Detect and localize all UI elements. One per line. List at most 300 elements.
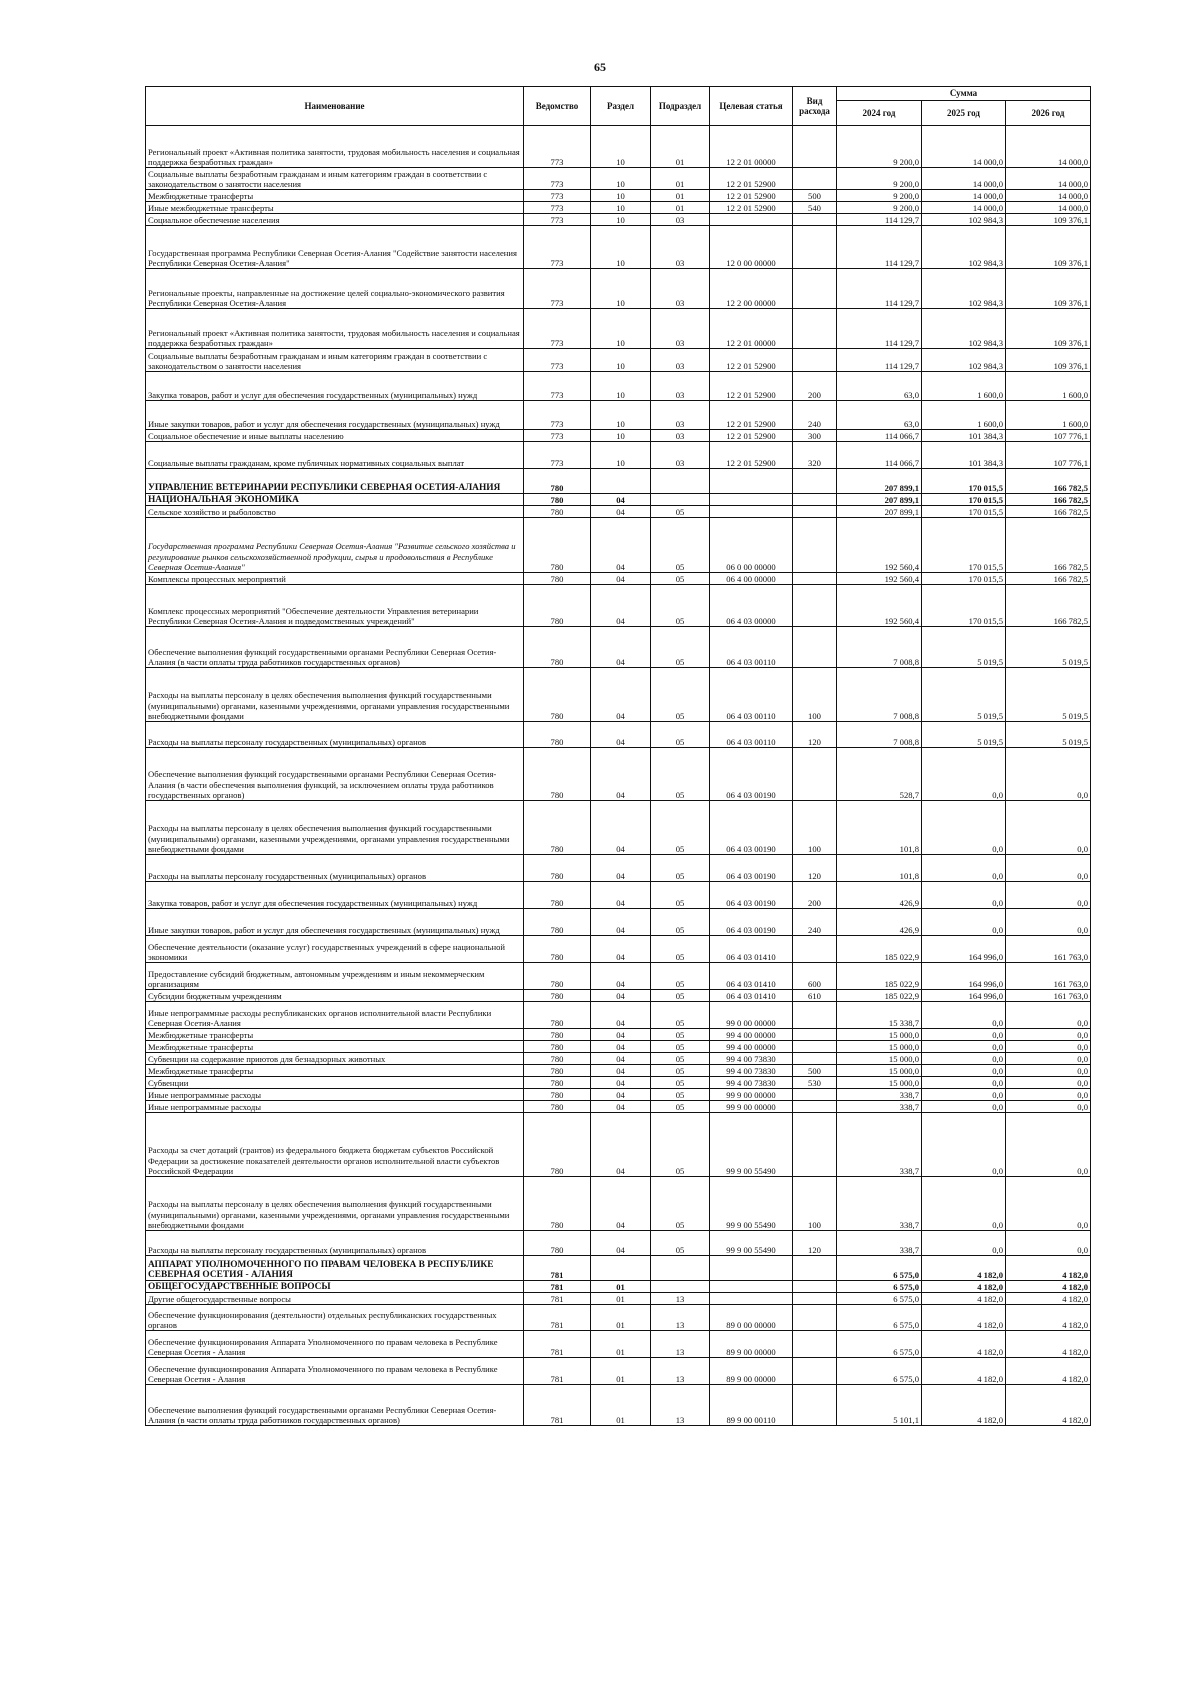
- cell-name: Социальные выплаты гражданам, кроме публичных нормативных социальных выплат: [146, 442, 524, 469]
- header-2024: 2024 год: [837, 101, 922, 126]
- cell-2024: 114 066,7: [837, 442, 922, 469]
- cell-2026: 166 782,5: [1006, 469, 1091, 494]
- table-row: [146, 585, 1091, 627]
- cell-2025: 0,0: [922, 882, 1006, 909]
- cell-expense-type: [793, 936, 837, 963]
- cell-expense-type: 100: [793, 1177, 837, 1231]
- cell-name: Расходы на выплаты персоналу в целях обеспечения выполнения функций государственными (муниципальными) органами, казенными учреждениями, органами управления государственными внебюджетными фондами: [146, 668, 524, 722]
- cell-section: 04: [591, 1002, 651, 1029]
- cell-name: Сельское хозяйство и рыболовство: [146, 506, 524, 518]
- cell-2024: 15 000,0: [837, 1041, 922, 1053]
- table-row: [146, 1358, 1091, 1385]
- cell-2024: 207 899,1: [837, 469, 922, 494]
- cell-target: 06 4 03 00000: [710, 585, 793, 627]
- cell-2025: 14 000,0: [922, 126, 1006, 168]
- cell-2025: 102 984,3: [922, 214, 1006, 226]
- budget-table: [145, 86, 1091, 1426]
- cell-section: 04: [591, 668, 651, 722]
- cell-2026: 1 600,0: [1006, 401, 1091, 430]
- cell-expense-type: [793, 168, 837, 190]
- cell-name: Иные закупки товаров, работ и услуг для обеспечения государственных (муниципальных) нужд: [146, 401, 524, 430]
- cell-target: 06 4 03 01410: [710, 963, 793, 990]
- cell-target: 06 4 00 00000: [710, 573, 793, 585]
- cell-section: 10: [591, 214, 651, 226]
- cell-2025: 102 984,3: [922, 269, 1006, 309]
- cell-dept: 773: [524, 269, 591, 309]
- cell-name: Обеспечение деятельности (оказание услуг) государственных учреждений в сфере национальной экономики: [146, 936, 524, 963]
- cell-subsection: 05: [651, 506, 710, 518]
- table-row: [146, 309, 1091, 349]
- cell-subsection: 05: [651, 1113, 710, 1177]
- cell-target: 89 0 00 00000: [710, 1305, 793, 1331]
- cell-name: Социальное обеспечение населения: [146, 214, 524, 226]
- cell-section: 04: [591, 506, 651, 518]
- table-row: [146, 518, 1091, 573]
- cell-name: Обеспечение функционирования (деятельности) отдельных республиканских государственных органов: [146, 1305, 524, 1331]
- cell-2026: 166 782,5: [1006, 585, 1091, 627]
- cell-subsection: 03: [651, 401, 710, 430]
- cell-2025: 0,0: [922, 1002, 1006, 1029]
- cell-2024: 6 575,0: [837, 1281, 922, 1293]
- cell-dept: 780: [524, 909, 591, 936]
- cell-name: Другие общегосударственные вопросы: [146, 1293, 524, 1305]
- cell-dept: 781: [524, 1256, 591, 1281]
- cell-name: НАЦИОНАЛЬНАЯ ЭКОНОМИКА: [146, 494, 524, 506]
- cell-subsection: 05: [651, 748, 710, 801]
- cell-section: [591, 469, 651, 494]
- cell-section: 04: [591, 627, 651, 668]
- cell-section: 10: [591, 401, 651, 430]
- cell-target: 12 2 01 52900: [710, 190, 793, 202]
- cell-target: 12 2 01 52900: [710, 202, 793, 214]
- cell-target: 12 2 01 52900: [710, 430, 793, 442]
- cell-section: 04: [591, 1101, 651, 1113]
- cell-expense-type: [793, 1385, 837, 1426]
- cell-section: 01: [591, 1385, 651, 1426]
- cell-2025: 4 182,0: [922, 1293, 1006, 1305]
- cell-target: 99 9 00 55490: [710, 1231, 793, 1256]
- cell-expense-type: 240: [793, 401, 837, 430]
- cell-section: 10: [591, 168, 651, 190]
- cell-section: 04: [591, 573, 651, 585]
- cell-target: 89 9 00 00000: [710, 1331, 793, 1358]
- cell-target: 06 0 00 00000: [710, 518, 793, 573]
- cell-2025: 0,0: [922, 1113, 1006, 1177]
- cell-2024: 9 200,0: [837, 190, 922, 202]
- cell-2026: 0,0: [1006, 1177, 1091, 1231]
- cell-expense-type: [793, 1041, 837, 1053]
- cell-target: 99 9 00 55490: [710, 1113, 793, 1177]
- cell-subsection: 05: [651, 1101, 710, 1113]
- cell-subsection: 03: [651, 309, 710, 349]
- cell-section: 04: [591, 585, 651, 627]
- cell-expense-type: 500: [793, 1065, 837, 1077]
- cell-2026: 0,0: [1006, 1113, 1091, 1177]
- cell-subsection: 05: [651, 627, 710, 668]
- cell-section: [591, 1256, 651, 1281]
- cell-section: 04: [591, 1077, 651, 1089]
- cell-dept: 781: [524, 1331, 591, 1358]
- cell-name: Закупка товаров, работ и услуг для обеспечения государственных (муниципальных) нужд: [146, 882, 524, 909]
- cell-name: Иные непрограммные расходы: [146, 1089, 524, 1101]
- cell-2024: 6 575,0: [837, 1331, 922, 1358]
- cell-2026: 4 182,0: [1006, 1358, 1091, 1385]
- cell-2024: 426,9: [837, 882, 922, 909]
- cell-expense-type: [793, 126, 837, 168]
- cell-name: Иные непрограммные расходы республиканских органов исполнительной власти Республики Северная Осетия-Алания: [146, 1002, 524, 1029]
- table-row: [146, 1385, 1091, 1426]
- table-row: [146, 226, 1091, 269]
- cell-subsection: 05: [651, 1041, 710, 1053]
- cell-target: 12 2 01 52900: [710, 349, 793, 372]
- cell-2025: 4 182,0: [922, 1256, 1006, 1281]
- cell-2025: 5 019,5: [922, 722, 1006, 748]
- cell-2026: 0,0: [1006, 882, 1091, 909]
- cell-target: 06 4 03 01410: [710, 936, 793, 963]
- cell-2025: 4 182,0: [922, 1281, 1006, 1293]
- table-row: [146, 1293, 1091, 1305]
- cell-2026: 0,0: [1006, 1231, 1091, 1256]
- cell-target: 06 4 03 00110: [710, 722, 793, 748]
- cell-dept: 773: [524, 226, 591, 269]
- cell-dept: 780: [524, 1041, 591, 1053]
- cell-dept: 780: [524, 1089, 591, 1101]
- cell-dept: 780: [524, 882, 591, 909]
- cell-expense-type: [793, 506, 837, 518]
- table-row: [146, 801, 1091, 855]
- cell-2026: 14 000,0: [1006, 126, 1091, 168]
- cell-subsection: 03: [651, 372, 710, 401]
- cell-2024: 7 008,8: [837, 668, 922, 722]
- cell-subsection: 05: [651, 1065, 710, 1077]
- cell-dept: 780: [524, 748, 591, 801]
- cell-2026: 166 782,5: [1006, 506, 1091, 518]
- cell-expense-type: [793, 494, 837, 506]
- cell-section: 04: [591, 1065, 651, 1077]
- cell-name: Социальные выплаты безработным гражданам и иным категориям граждан в соответствии с законодательством о занятости населения: [146, 349, 524, 372]
- cell-2026: 4 182,0: [1006, 1293, 1091, 1305]
- cell-target: 06 4 03 01410: [710, 990, 793, 1002]
- cell-dept: 781: [524, 1305, 591, 1331]
- cell-target: [710, 506, 793, 518]
- cell-name: Межбюджетные трансферты: [146, 1029, 524, 1041]
- cell-name: Иные непрограммные расходы: [146, 1101, 524, 1113]
- header-expense-type: Вид расхода: [793, 87, 837, 126]
- cell-2025: 0,0: [922, 748, 1006, 801]
- cell-name: Расходы на выплаты персоналу государственных (муниципальных) органов: [146, 855, 524, 882]
- cell-dept: 780: [524, 585, 591, 627]
- cell-subsection: 05: [651, 1002, 710, 1029]
- cell-section: 04: [591, 748, 651, 801]
- cell-name: Субвенции: [146, 1077, 524, 1089]
- cell-2025: 102 984,3: [922, 349, 1006, 372]
- cell-name: Обеспечение функционирования Аппарата Уполномоченного по правам человека в Республике Северная Осетия - Алания: [146, 1358, 524, 1385]
- cell-expense-type: [793, 627, 837, 668]
- header-2025: 2025 год: [922, 101, 1006, 126]
- cell-target: 89 9 00 00110: [710, 1385, 793, 1426]
- cell-section: 04: [591, 936, 651, 963]
- cell-name: Региональный проект «Активная политика занятости, трудовая мобильность населения и социальная поддержка безработных граждан»: [146, 126, 524, 168]
- cell-expense-type: [793, 1002, 837, 1029]
- header-sum: Сумма: [837, 87, 1091, 101]
- cell-section: 04: [591, 909, 651, 936]
- cell-subsection: 13: [651, 1331, 710, 1358]
- cell-2025: 4 182,0: [922, 1358, 1006, 1385]
- cell-expense-type: 300: [793, 430, 837, 442]
- cell-2026: 109 376,1: [1006, 269, 1091, 309]
- cell-dept: 773: [524, 401, 591, 430]
- cell-target: 99 9 00 00000: [710, 1101, 793, 1113]
- cell-2026: 5 019,5: [1006, 668, 1091, 722]
- cell-2024: 114 129,7: [837, 226, 922, 269]
- table-row: [146, 936, 1091, 963]
- cell-dept: 780: [524, 1029, 591, 1041]
- cell-name: Комплекс процессных мероприятий "Обеспечение деятельности Управления ветеринарии Республики Северная Осетия-Алания и подведомственных учреждений": [146, 585, 524, 627]
- cell-target: 99 4 00 00000: [710, 1029, 793, 1041]
- cell-2026: 0,0: [1006, 801, 1091, 855]
- cell-target: 99 9 00 00000: [710, 1089, 793, 1101]
- cell-section: 04: [591, 1113, 651, 1177]
- cell-section: 04: [591, 1053, 651, 1065]
- cell-dept: 773: [524, 309, 591, 349]
- cell-section: 04: [591, 990, 651, 1002]
- cell-name: Региональные проекты, направленные на достижение целей социально-экономического развития Республики Северная Осетия-Алания: [146, 269, 524, 309]
- header-subsection: Подраздел: [651, 87, 710, 126]
- cell-2026: 0,0: [1006, 1029, 1091, 1041]
- cell-target: 99 4 00 73830: [710, 1065, 793, 1077]
- cell-dept: 780: [524, 506, 591, 518]
- cell-2026: 166 782,5: [1006, 573, 1091, 585]
- cell-section: 04: [591, 882, 651, 909]
- cell-expense-type: 320: [793, 442, 837, 469]
- cell-2024: 192 560,4: [837, 573, 922, 585]
- cell-expense-type: [793, 309, 837, 349]
- cell-name: Социальное обеспечение и иные выплаты населению: [146, 430, 524, 442]
- cell-2024: 9 200,0: [837, 168, 922, 190]
- cell-dept: 780: [524, 469, 591, 494]
- cell-target: 06 4 03 00190: [710, 909, 793, 936]
- cell-subsection: 05: [651, 882, 710, 909]
- cell-name: Обеспечение функционирования Аппарата Уполномоченного по правам человека в Республике Северная Осетия - Алания: [146, 1331, 524, 1358]
- cell-2024: 9 200,0: [837, 126, 922, 168]
- cell-subsection: [651, 1256, 710, 1281]
- cell-expense-type: 540: [793, 202, 837, 214]
- cell-expense-type: [793, 748, 837, 801]
- cell-2026: 161 763,0: [1006, 936, 1091, 963]
- cell-section: 04: [591, 1029, 651, 1041]
- cell-subsection: 05: [651, 1053, 710, 1065]
- cell-target: 06 4 03 00190: [710, 882, 793, 909]
- cell-target: 06 4 03 00190: [710, 801, 793, 855]
- cell-2026: 0,0: [1006, 909, 1091, 936]
- cell-dept: 773: [524, 349, 591, 372]
- cell-dept: 780: [524, 1065, 591, 1077]
- cell-expense-type: 100: [793, 801, 837, 855]
- cell-subsection: 05: [651, 518, 710, 573]
- table-row: [146, 990, 1091, 1002]
- table-row: [146, 1065, 1091, 1077]
- cell-subsection: 05: [651, 801, 710, 855]
- table-row: [146, 372, 1091, 401]
- cell-2025: 164 996,0: [922, 990, 1006, 1002]
- cell-2026: 166 782,5: [1006, 494, 1091, 506]
- cell-name: Субвенции на содержание приютов для безнадзорных животных: [146, 1053, 524, 1065]
- table-row: [146, 1029, 1091, 1041]
- cell-subsection: 05: [651, 585, 710, 627]
- cell-target: 89 9 00 00000: [710, 1358, 793, 1385]
- table-row: [146, 494, 1091, 506]
- cell-expense-type: 120: [793, 855, 837, 882]
- table-row: [146, 469, 1091, 494]
- cell-expense-type: [793, 1089, 837, 1101]
- cell-name: Расходы на выплаты персоналу в целях обеспечения выполнения функций государственными (муниципальными) органами, казенными учреждениями, органами управления государственными внебюджетными фондами: [146, 801, 524, 855]
- table-row: [146, 1113, 1091, 1177]
- cell-2025: 0,0: [922, 855, 1006, 882]
- cell-2026: 14 000,0: [1006, 168, 1091, 190]
- cell-dept: 780: [524, 1053, 591, 1065]
- table-row: [146, 1305, 1091, 1331]
- table-row: [146, 202, 1091, 214]
- cell-target: 99 4 00 00000: [710, 1041, 793, 1053]
- cell-dept: 780: [524, 1077, 591, 1089]
- cell-name: УПРАВЛЕНИЕ ВЕТЕРИНАРИИ РЕСПУБЛИКИ СЕВЕРНАЯ ОСЕТИЯ-АЛАНИЯ: [146, 469, 524, 494]
- cell-target: [710, 1256, 793, 1281]
- cell-2025: 0,0: [922, 801, 1006, 855]
- cell-2025: 1 600,0: [922, 401, 1006, 430]
- page-number: 65: [594, 60, 606, 74]
- cell-2026: 0,0: [1006, 1089, 1091, 1101]
- table-row: [146, 269, 1091, 309]
- cell-dept: 773: [524, 430, 591, 442]
- cell-name: Обеспечение выполнения функций государственными органами Республики Северная Осетия-Алания (в части обеспечения выполнения функций, за исключением оплаты труда работников государственных органов): [146, 748, 524, 801]
- cell-expense-type: [793, 469, 837, 494]
- cell-dept: 780: [524, 855, 591, 882]
- table-row: [146, 722, 1091, 748]
- cell-target: [710, 214, 793, 226]
- cell-dept: 773: [524, 202, 591, 214]
- cell-subsection: 13: [651, 1305, 710, 1331]
- cell-2025: 102 984,3: [922, 309, 1006, 349]
- cell-name: Комплексы процессных мероприятий: [146, 573, 524, 585]
- cell-2026: 109 376,1: [1006, 309, 1091, 349]
- cell-subsection: 13: [651, 1293, 710, 1305]
- cell-target: 99 4 00 73830: [710, 1077, 793, 1089]
- cell-2026: 161 763,0: [1006, 963, 1091, 990]
- cell-2025: 0,0: [922, 1053, 1006, 1065]
- cell-2025: 4 182,0: [922, 1331, 1006, 1358]
- cell-2025: 164 996,0: [922, 936, 1006, 963]
- cell-2024: 338,7: [837, 1231, 922, 1256]
- cell-2025: 14 000,0: [922, 168, 1006, 190]
- cell-2025: 0,0: [922, 1177, 1006, 1231]
- cell-dept: 780: [524, 1177, 591, 1231]
- cell-subsection: 01: [651, 126, 710, 168]
- cell-2025: 170 015,5: [922, 573, 1006, 585]
- cell-dept: 780: [524, 1002, 591, 1029]
- cell-2026: 109 376,1: [1006, 226, 1091, 269]
- cell-dept: 780: [524, 518, 591, 573]
- cell-expense-type: [793, 214, 837, 226]
- cell-expense-type: 500: [793, 190, 837, 202]
- cell-2024: 9 200,0: [837, 202, 922, 214]
- cell-2026: 166 782,5: [1006, 518, 1091, 573]
- cell-expense-type: [793, 269, 837, 309]
- cell-2024: 207 899,1: [837, 494, 922, 506]
- cell-name: Государственная программа Республики Северная Осетия-Алания "Развитие сельского хозяйства и регулирование рынков сельскохозяйственной продукции, сырья и продовольствия в Республике Северная Осетия-Алания": [146, 518, 524, 573]
- cell-2026: 4 182,0: [1006, 1281, 1091, 1293]
- cell-2025: 0,0: [922, 1231, 1006, 1256]
- cell-dept: 773: [524, 372, 591, 401]
- cell-2024: 114 129,7: [837, 214, 922, 226]
- table-row: [146, 963, 1091, 990]
- cell-section: 04: [591, 1089, 651, 1101]
- cell-2025: 5 019,5: [922, 668, 1006, 722]
- cell-expense-type: [793, 1101, 837, 1113]
- cell-2026: 0,0: [1006, 1101, 1091, 1113]
- cell-section: 10: [591, 226, 651, 269]
- cell-subsection: 13: [651, 1385, 710, 1426]
- cell-2024: 15 000,0: [837, 1065, 922, 1077]
- cell-subsection: [651, 494, 710, 506]
- cell-2025: 1 600,0: [922, 372, 1006, 401]
- cell-subsection: 05: [651, 909, 710, 936]
- cell-expense-type: [793, 1029, 837, 1041]
- cell-subsection: [651, 1281, 710, 1293]
- cell-dept: 780: [524, 801, 591, 855]
- cell-2024: 15 000,0: [837, 1053, 922, 1065]
- cell-2024: 185 022,9: [837, 990, 922, 1002]
- cell-target: 99 4 00 73830: [710, 1053, 793, 1065]
- cell-2026: 14 000,0: [1006, 202, 1091, 214]
- cell-2024: 185 022,9: [837, 936, 922, 963]
- cell-dept: 780: [524, 963, 591, 990]
- cell-2024: 6 575,0: [837, 1256, 922, 1281]
- cell-expense-type: [793, 518, 837, 573]
- cell-2026: 109 376,1: [1006, 214, 1091, 226]
- cell-2026: 1 600,0: [1006, 372, 1091, 401]
- cell-dept: 781: [524, 1358, 591, 1385]
- table-row: [146, 668, 1091, 722]
- cell-dept: 780: [524, 1101, 591, 1113]
- cell-target: 12 2 01 00000: [710, 309, 793, 349]
- cell-expense-type: [793, 1053, 837, 1065]
- table-header: [146, 87, 1091, 126]
- header-section: Раздел: [591, 87, 651, 126]
- cell-name: Расходы на выплаты персоналу в целях обеспечения выполнения функций государственными (муниципальными) органами, казенными учреждениями, органами управления государственными внебюджетными фондами: [146, 1177, 524, 1231]
- table-row: [146, 748, 1091, 801]
- cell-2024: 528,7: [837, 748, 922, 801]
- cell-dept: 781: [524, 1385, 591, 1426]
- table-body: [146, 126, 1091, 1426]
- cell-2026: 5 019,5: [1006, 627, 1091, 668]
- cell-expense-type: [793, 585, 837, 627]
- cell-section: 01: [591, 1305, 651, 1331]
- cell-section: 10: [591, 372, 651, 401]
- cell-2026: 0,0: [1006, 1077, 1091, 1089]
- cell-expense-type: [793, 1305, 837, 1331]
- cell-section: 01: [591, 1358, 651, 1385]
- table-row: [146, 1041, 1091, 1053]
- cell-section: 04: [591, 722, 651, 748]
- cell-section: 04: [591, 801, 651, 855]
- cell-2026: 14 000,0: [1006, 190, 1091, 202]
- cell-section: 04: [591, 855, 651, 882]
- cell-name: Расходы за счет дотаций (грантов) из федерального бюджета бюджетам субъектов Российской Федерации за достижение показателей деятельности органов исполнительной власти субъектов Российской Федерации: [146, 1113, 524, 1177]
- cell-target: 99 9 00 55490: [710, 1177, 793, 1231]
- cell-target: 12 2 00 00000: [710, 269, 793, 309]
- cell-subsection: 05: [651, 668, 710, 722]
- cell-dept: 773: [524, 214, 591, 226]
